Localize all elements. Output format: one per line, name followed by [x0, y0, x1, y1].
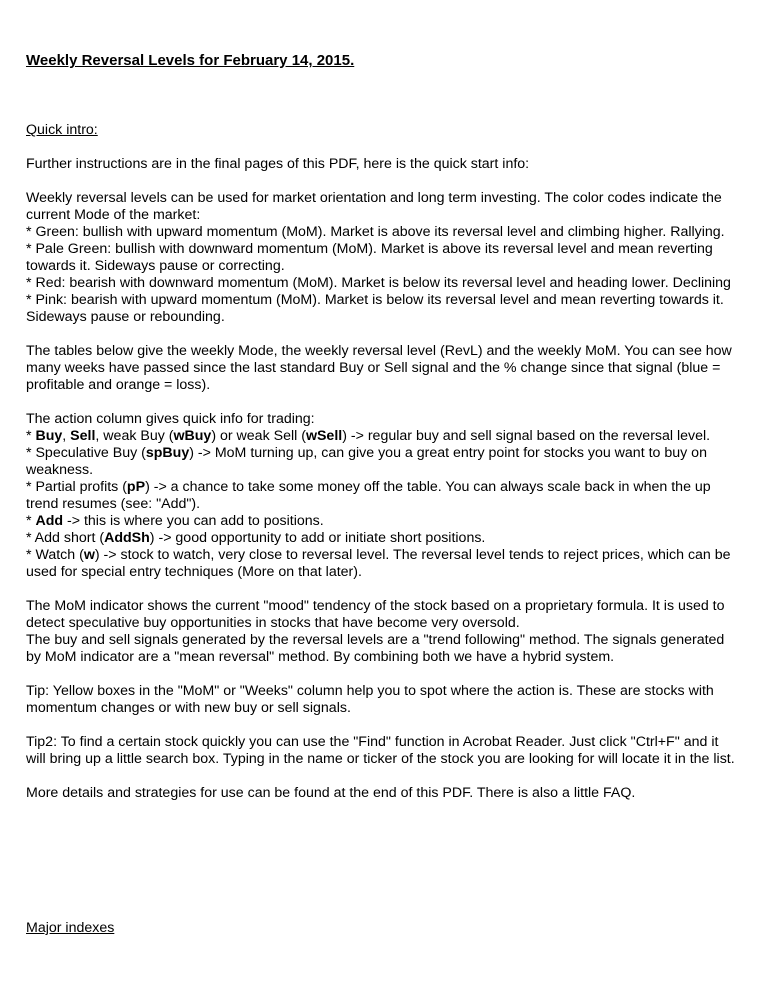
document-page — [26, 52, 742, 937]
more-details: More details and strategies for use can be found at the end of this PDF. There is also a little FAQ. — [26, 785, 636, 801]
action-buy-sell: * Buy, Sell, weak Buy (wBuy) or weak Sell (wSell) -> regular buy and sell signal based on the reversal level. — [26, 428, 711, 444]
action-partial-profits: * Partial profits (pP) -> a chance to take some money off the table. You can always scale back in when the up trend resumes (see: "Add"). — [26, 479, 711, 512]
mode-pink: * Pink: bearish with upward momentum (MoM). Market is below its reversal level and mean reverting towards it. Sideways pause or rebounding. — [26, 292, 724, 325]
action-watch: * Watch (w) -> stock to watch, very close to reversal level. The reversal level tends to reject prices, which can be used for special entry techniques (More on that later). — [26, 547, 731, 580]
mode-red: * Red: bearish with downward momentum (MoM). Market is below its reversal level and heading lower. Declining — [26, 275, 731, 291]
tip-1: Tip: Yellow boxes in the "MoM" or "Weeks" column help you to spot where the action is. These are stocks with momentum changes or with new buy or sell signals. — [26, 683, 714, 716]
action-speculative-buy: * Speculative Buy (spBuy) -> MoM turning up, can give you a great entry point for stocks you want to buy on weakness. — [26, 445, 707, 478]
intro-line: Further instructions are in the final pages of this PDF, here is the quick start info: — [26, 156, 530, 172]
action-add-short: * Add short (AddSh) -> good opportunity to add or initiate short positions. — [26, 530, 486, 546]
modes-intro: Weekly reversal levels can be used for market orientation and long term investing. The color codes indicate the current Mode of the market: — [26, 190, 722, 223]
intro-heading: Quick intro: — [26, 122, 98, 138]
tables-paragraph: The tables below give the weekly Mode, the weekly reversal level (RevL) and the weekly MoM. You can see how many weeks have passed since the last standard Buy or Sell signal and the % change since that signal (blue = profitable and orange = loss). — [26, 343, 732, 393]
mom-paragraph-1: The MoM indicator shows the current "mood" tendency of the stock based on a proprietary formula. It is used to detect speculative buy opportunities in stocks that have become very oversold. — [26, 598, 725, 631]
document-title: Weekly Reversal Levels for February 14, 2015. — [26, 52, 355, 69]
major-indexes-heading: Major indexes — [26, 920, 115, 936]
mom-paragraph-2: The buy and sell signals generated by the reversal levels are a "trend following" method. The signals generated by MoM indicator are a "mean reversal" method. By combining both we have a hybrid system. — [26, 632, 725, 665]
action-add: * Add -> this is where you can add to positions. — [26, 513, 324, 529]
action-intro: The action column gives quick info for trading: — [26, 411, 315, 427]
tip-2: Tip2: To find a certain stock quickly you can use the "Find" function in Acrobat Reader. Just click "Ctrl+F" and it will bring up a little search box. Typing in the name or ticker of the stock you are looking for will locate it in the list. — [26, 734, 735, 767]
mode-green: * Green: bullish with upward momentum (MoM). Market is above its reversal level and climbing higher. Rallying. — [26, 224, 725, 240]
mode-pale-green: * Pale Green: bullish with downward momentum (MoM). Market is above its reversal level and mean reverting towards it. Sideways pause or correcting. — [26, 241, 713, 274]
